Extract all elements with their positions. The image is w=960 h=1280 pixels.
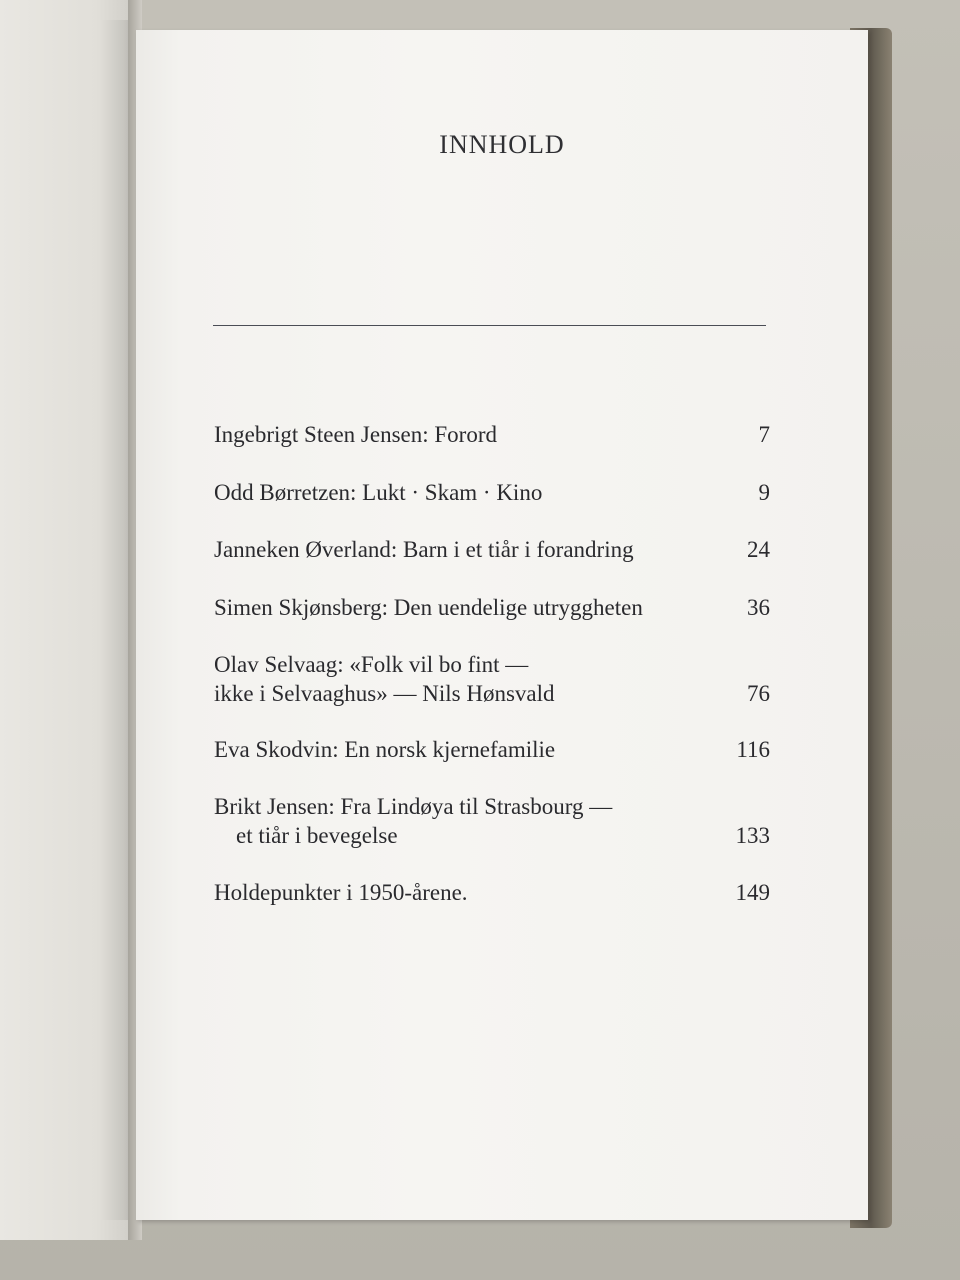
toc-entry-title-line1: Brikt Jensen: Fra Lindøya til Strasbourg — [214,794,613,819]
title-divider [213,325,766,326]
toc-entry-folk-vil-bo-fint [214,650,770,708]
toc-entry-title [214,792,612,850]
toc-entry-title [214,878,468,907]
toc-entry-title [214,650,555,708]
toc-entry-title-line2: ikke i Selvaaghus» — Nils Hønsvald [214,681,555,706]
toc-entry-title [214,420,497,449]
page-title: INNHOLD [439,130,565,159]
toc-entry-title-line1: Odd Børretzen: Lukt · Skam · Kino [214,480,543,505]
toc-entry-title [214,478,542,507]
toc-entry-title [214,735,555,764]
toc-entry-title-line1: Simen Skjønsberg: Den uendelige utryggheten [214,595,643,620]
toc-entry-title-line1: Olav Selvaag: «Folk vil bo fint — [214,652,529,677]
toc-entry-title-line1: Eva Skodvin: En norsk kjernefamilie [214,737,556,762]
toc-entry-title-line2: et tiår i bevegelse [236,823,398,848]
toc-entry-title [214,593,643,622]
toc-entry-title-line1: Janneken Øverland: Barn i et tiår i forandring [214,537,634,562]
contents-page: INNHOLD Ingebrigt Steen Jensen: Forord 7 Odd Børretzen: Lukt · Skam · Kino 9 Janneken Øverland: Barn i et tiår i forandring 24 Simen Skjønsberg: Den uendelige utryggheten 36 Olav Selvaag: «Folk vil bo fint — ikke i Selvaaghus» — Nils Hønsvald 76 Eva Skodvin: En norsk kjernefamilie 116 Brikt Jensen: Fra Lindøya til Strasbourg — et tiår i bevegelse 133 Holdepunkter i 1950-årene. 149 [136,30,868,1220]
toc-entry-page: 133 [735,823,770,848]
toc-entry-title-line1: Holdepunkter i 1950-årene. [214,880,468,905]
toc-entry-title [214,535,634,564]
toc-entry-title-line1: Ingebrigt Steen Jensen: Forord [214,422,497,447]
toc-entry-lindoya-strasbourg [214,792,770,850]
left-page [0,0,138,1240]
toc-entry-page: 76 [747,681,770,706]
